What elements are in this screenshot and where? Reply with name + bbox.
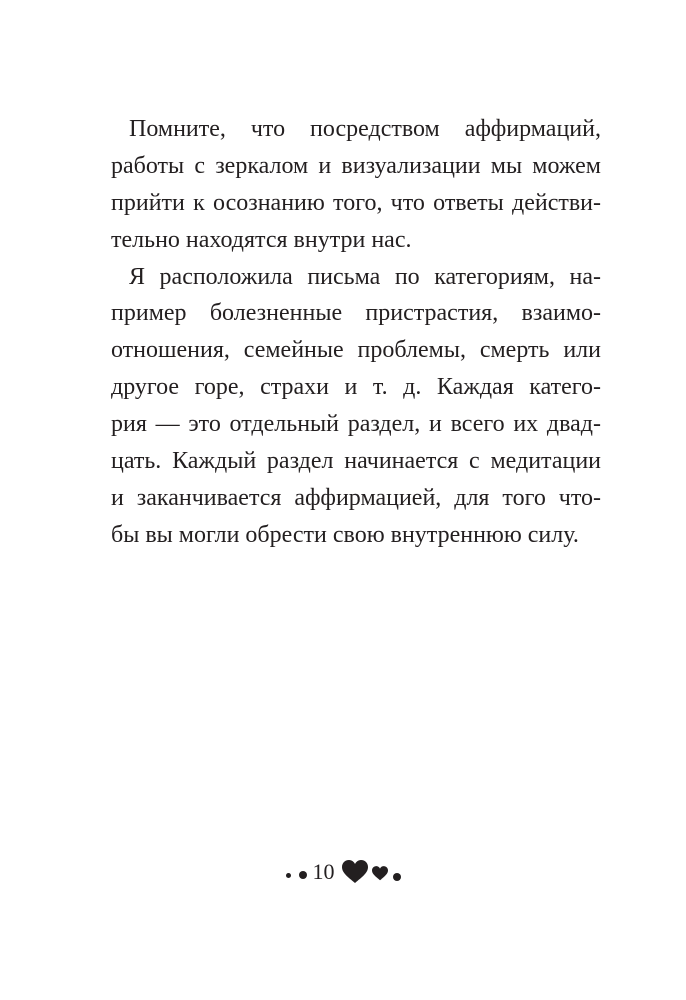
- paragraph-1: [111, 111, 601, 259]
- text-line: цать. Каждый раздел начинается с медитации: [111, 448, 601, 475]
- text-line: работы с зеркалом и визуализации мы можем: [111, 152, 601, 179]
- text-line: прийти к осознанию того, что ответы действи-: [111, 189, 601, 216]
- body-text: [111, 111, 601, 554]
- text-line: бы вы могли обрести свою внутреннюю силу.: [111, 521, 579, 548]
- dot-icon: [393, 873, 401, 881]
- text-line: Я расположила письма по категориям, на-: [129, 263, 601, 290]
- heart-icon: [342, 860, 368, 884]
- text-line: Помните, что посредством аффирмаций,: [129, 116, 601, 142]
- text-line: тельно находятся внутри нас.: [111, 226, 412, 253]
- dot-icon: [299, 871, 307, 879]
- small-heart-icon: [372, 866, 388, 881]
- text-line: и заканчивается аффирмацией, для того что-: [111, 484, 601, 511]
- paragraph-2: [111, 259, 601, 554]
- text-line: другое горе, страхи и т. д. Каждая катего-: [111, 374, 601, 401]
- small-dot-icon: [286, 873, 291, 878]
- page-number: 10: [312, 859, 335, 884]
- text-line: отношения, семейные проблемы, смерть или: [111, 337, 601, 364]
- text-line: пример болезненные пристрастия, взаимо-: [111, 300, 601, 327]
- page-footer: [0, 852, 686, 892]
- text-line: рия — это отдельный раздел, и всего их двад-: [111, 411, 601, 438]
